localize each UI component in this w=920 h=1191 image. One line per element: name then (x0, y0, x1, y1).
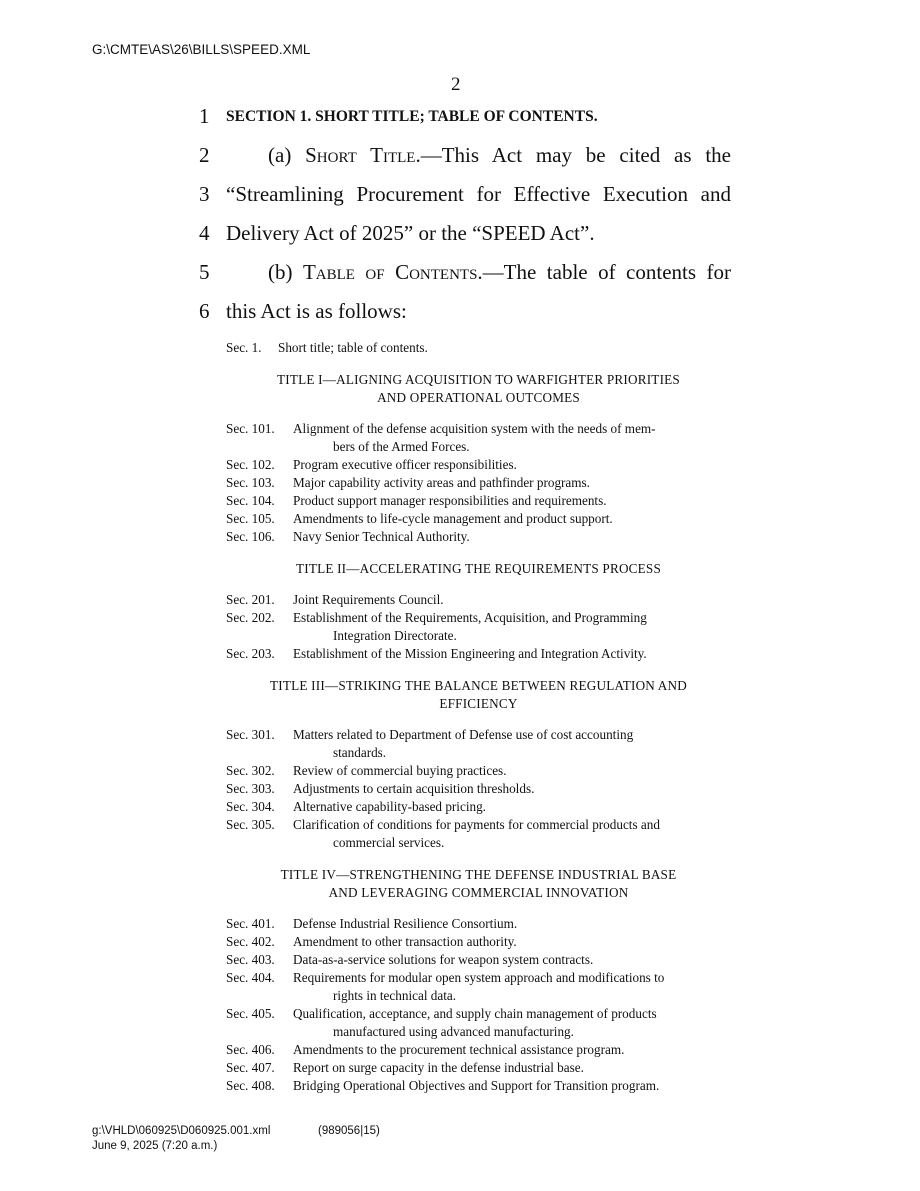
toc-prefix: (b) (268, 260, 303, 284)
toc-sec-text: Qualification, acceptance, and supply chain management of products (293, 1006, 657, 1021)
toc-title-line: TITLE I—ALIGNING ACQUISITION TO WARFIGHTER PRIORITIES (277, 372, 680, 387)
toc-sec-number: Sec. 305. (226, 817, 275, 832)
toc-sec-text: Bridging Operational Objectives and Support for Transition program. (293, 1078, 660, 1093)
body-line-3: “Streamlining Procurement for Effective Execution and (226, 182, 731, 206)
body-line-6: this Act is as follows: (226, 299, 407, 323)
line-number-2: 2 (199, 143, 210, 167)
toc-sec-text: Defense Industrial Resilience Consortium. (293, 916, 518, 931)
toc-entry (226, 528, 731, 546)
toc-sec-continuation: standards. (333, 745, 387, 760)
toc-sec-number: Sec. 203. (226, 646, 275, 661)
body-line-5 (226, 260, 731, 285)
toc-entry (226, 726, 731, 744)
toc-title-line: EFFICIENCY (439, 696, 518, 711)
toc-entry (226, 915, 731, 933)
toc-title-line: TITLE III—STRIKING THE BALANCE BETWEEN REGULATION AND (270, 678, 687, 693)
toc-sec-text: Establishment of the Mission Engineering and Integration Activity. (293, 646, 647, 661)
line-number-3: 3 (199, 182, 210, 206)
toc-entry (226, 816, 731, 834)
toc-entry (226, 1077, 731, 1095)
short-title-heading: Short Title (305, 143, 416, 167)
toc-entry (226, 969, 731, 987)
toc-entry (226, 420, 731, 438)
toc-entry (226, 762, 731, 780)
toc-entry (226, 951, 731, 969)
toc-sec-number: Sec. 1. (226, 340, 262, 355)
toc-entry (226, 645, 731, 663)
toc-intro-text: .—The table of contents for (477, 260, 731, 284)
line-number-5: 5 (199, 260, 210, 284)
toc-group-i (226, 420, 731, 546)
toc-sec-text: Establishment of the Requirements, Acquisition, and Programming (293, 610, 647, 625)
toc-sec-text: Navy Senior Technical Authority. (293, 529, 470, 544)
toc-entry (226, 492, 731, 510)
body-line-2 (226, 143, 731, 168)
body-line-4: Delivery Act of 2025” or the “SPEED Act”. (226, 221, 595, 245)
toc-sec-number: Sec. 405. (226, 1006, 275, 1021)
toc-sec-number: Sec. 402. (226, 934, 275, 949)
toc-entry (226, 933, 731, 951)
toc-sec-text: Alternative capability-based pricing. (293, 799, 486, 814)
footer-file: g:\VHLD\060925\D060925.001.xml (92, 1125, 271, 1137)
toc-sec-text: Report on surge capacity in the defense industrial base. (293, 1060, 584, 1075)
toc-entry (226, 798, 731, 816)
line-number-6: 6 (199, 299, 210, 323)
toc-sec-text: Product support manager responsibilities and requirements. (293, 493, 607, 508)
table-of-contents (226, 339, 731, 1095)
toc-sec-text: Program executive officer responsibilities. (293, 457, 517, 472)
toc-sec-number: Sec. 304. (226, 799, 275, 814)
toc-sec-text: Adjustments to certain acquisition thresholds. (293, 781, 535, 796)
section-heading: SECTION 1. SHORT TITLE; TABLE OF CONTENTS. (226, 108, 598, 125)
toc-sec-continuation: Integration Directorate. (333, 628, 457, 643)
toc-sec-number: Sec. 105. (226, 511, 275, 526)
toc-sec-text: Clarification of conditions for payments for commercial products and (293, 817, 660, 832)
toc-sec-continuation: manufactured using advanced manufacturing. (333, 1024, 574, 1039)
toc-sec-text: Joint Requirements Council. (293, 592, 444, 607)
toc-sec-number: Sec. 302. (226, 763, 275, 778)
toc-title-ii (226, 560, 731, 578)
toc-entry (226, 780, 731, 798)
toc-sec-number: Sec. 201. (226, 592, 275, 607)
toc-entry (226, 609, 731, 627)
header-file-path: G:\CMTE\AS\26\BILLS\SPEED.XML (92, 42, 311, 57)
toc-sec-number: Sec. 403. (226, 952, 275, 967)
line-number-4: 4 (199, 221, 210, 245)
toc-sec-number: Sec. 102. (226, 457, 275, 472)
toc-entry (226, 1005, 731, 1023)
toc-sec-number: Sec. 408. (226, 1078, 275, 1093)
toc-sec-text: Amendments to life-cycle management and product support. (293, 511, 613, 526)
toc-sec-number: Sec. 407. (226, 1060, 275, 1075)
toc-sec-continuation: rights in technical data. (333, 988, 457, 1003)
toc-title-i (226, 371, 731, 407)
toc-sec-text: Amendment to other transaction authority. (293, 934, 517, 949)
toc-group-iii (226, 726, 731, 852)
toc-title-iv (226, 866, 731, 902)
toc-heading: Table of Contents (302, 260, 478, 284)
toc-title-iii (226, 677, 731, 713)
toc-entry (226, 474, 731, 492)
toc-sec-text: Short title; table of contents. (278, 340, 428, 355)
toc-sec-number: Sec. 104. (226, 493, 275, 508)
page-number: 2 (451, 74, 461, 95)
toc-sec-continuation: commercial services. (333, 835, 445, 850)
toc-group-ii (226, 591, 731, 663)
toc-sec-number: Sec. 401. (226, 916, 275, 931)
toc-title-line: AND OPERATIONAL OUTCOMES (377, 390, 580, 405)
toc-sec-text: Review of commercial buying practices. (293, 763, 507, 778)
toc-entry (226, 456, 731, 474)
toc-sec-text: Amendments to the procurement technical assistance program. (293, 1042, 625, 1057)
toc-sec-number: Sec. 106. (226, 529, 275, 544)
toc-sec-text: Matters related to Department of Defense use of cost accounting (293, 727, 634, 742)
toc-title-line: TITLE IV—STRENGTHENING THE DEFENSE INDUSTRIAL BASE (280, 867, 677, 882)
toc-title-line: AND LEVERAGING COMMERCIAL INNOVATION (328, 885, 629, 900)
toc-sec-text: Major capability activity areas and pathfinder programs. (293, 475, 590, 490)
toc-sec-number: Sec. 301. (226, 727, 275, 742)
footer-date: June 9, 2025 (7:20 a.m.) (92, 1140, 218, 1152)
line-number-1: 1 (199, 104, 210, 128)
toc-sec-number: Sec. 103. (226, 475, 275, 490)
short-title-text: .—This Act may be cited as the (415, 143, 732, 167)
toc-sec-continuation: bers of the Armed Forces. (333, 439, 470, 454)
toc-entry (226, 1041, 731, 1059)
toc-entry (226, 591, 731, 609)
toc-sec-number: Sec. 202. (226, 610, 275, 625)
toc-group-iv (226, 915, 731, 1095)
toc-entry (226, 510, 731, 528)
toc-sec-text: Requirements for modular open system approach and modifications to (293, 970, 665, 985)
short-title-prefix: (a) (268, 143, 306, 167)
toc-sec-text: Data-as-a-service solutions for weapon system contracts. (293, 952, 594, 967)
toc-sec-text: Alignment of the defense acquisition system with the needs of mem- (293, 421, 656, 436)
toc-sec-number: Sec. 404. (226, 970, 275, 985)
toc-sec-number: Sec. 101. (226, 421, 275, 436)
toc-entry (226, 339, 731, 357)
toc-sec-number: Sec. 303. (226, 781, 275, 796)
footer-code: (989056|15) (318, 1125, 380, 1137)
toc-sec-number: Sec. 406. (226, 1042, 275, 1057)
toc-title-line: TITLE II—ACCELERATING THE REQUIREMENTS PROCESS (295, 561, 661, 576)
toc-entry (226, 1059, 731, 1077)
